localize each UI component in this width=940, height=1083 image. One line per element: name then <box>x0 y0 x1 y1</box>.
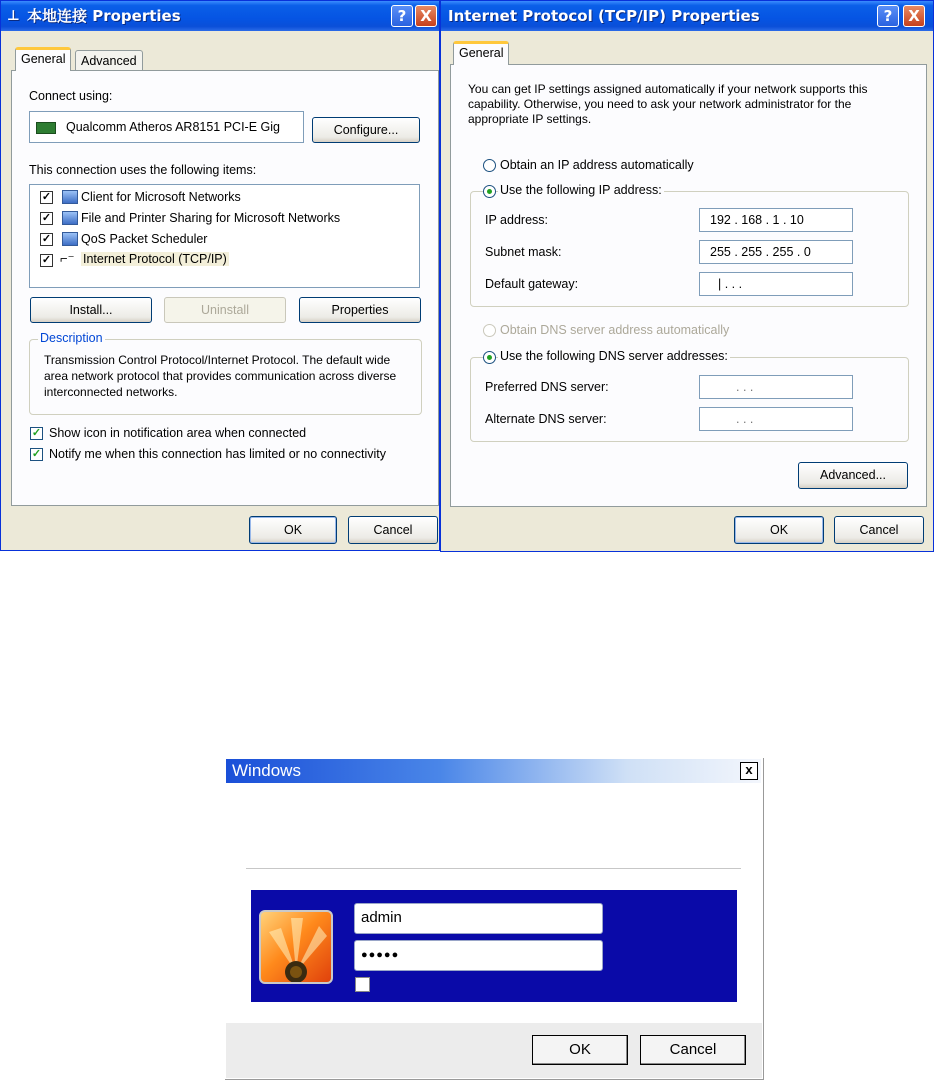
subnet-mask-field[interactable]: 255 . 255 . 255 . 0 <box>699 240 853 264</box>
configure-button[interactable]: Configure... <box>312 117 420 143</box>
adapter-name: Qualcomm Atheros AR8151 PCI-E Gig <box>66 120 280 134</box>
qos-icon <box>62 232 78 246</box>
client-icon <box>62 190 78 204</box>
close-button[interactable]: X <box>903 5 925 27</box>
install-button[interactable]: Install... <box>30 297 152 323</box>
use-following-ip-radio[interactable] <box>483 185 496 198</box>
obtain-dns-auto-radio <box>483 324 496 337</box>
preferred-dns-field[interactable]: . . . <box>699 375 853 399</box>
tab-general[interactable]: General <box>453 41 509 65</box>
login-cancel-button[interactable]: Cancel <box>640 1035 746 1065</box>
lan-title-bar[interactable] <box>1 1 439 31</box>
default-gateway-field[interactable]: | . . . <box>699 272 853 296</box>
alternate-dns-field[interactable]: . . . <box>699 407 853 431</box>
tab-advanced[interactable]: Advanced <box>75 50 143 72</box>
network-icon: ⊥ <box>7 8 20 24</box>
obtain-ip-auto-label: Obtain an IP address automatically <box>500 158 694 172</box>
ok-button[interactable]: OK <box>734 516 824 544</box>
help-button[interactable]: ? <box>391 5 413 27</box>
tcpip-window-title: Internet Protocol (TCP/IP) Properties <box>448 7 760 25</box>
protocol-icon: ⌐⁻ <box>60 251 75 266</box>
item-checkbox[interactable]: ✓ <box>41 212 52 224</box>
uninstall-button: Uninstall <box>164 297 286 323</box>
adapter-field <box>29 111 304 143</box>
remember-checkbox[interactable] <box>355 977 370 992</box>
login-ok-button[interactable]: OK <box>532 1035 628 1065</box>
network-card-icon <box>36 122 56 134</box>
cancel-button[interactable]: Cancel <box>348 516 438 544</box>
default-gateway-label: Default gateway: <box>485 277 579 291</box>
preferred-dns-label: Preferred DNS server: <box>485 380 609 394</box>
item-label: Client for Microsoft Networks <box>81 190 241 204</box>
item-checkbox[interactable]: ✓ <box>41 233 52 245</box>
description-label: Description <box>40 331 103 345</box>
obtain-ip-auto-radio[interactable] <box>483 159 496 172</box>
item-label: QoS Packet Scheduler <box>81 232 208 246</box>
properties-button[interactable]: Properties <box>299 297 421 323</box>
description-text: Transmission Control Protocol/Internet Protocol. The default wide area network protocol that provides communication across diverse interconnected networks. <box>44 353 397 399</box>
user-avatar-icon <box>259 910 333 984</box>
tab-general[interactable]: General <box>15 47 71 71</box>
show-icon-checkbox[interactable]: ✓ <box>31 427 42 439</box>
login-close-button[interactable]: x <box>740 762 758 780</box>
use-following-dns-radio[interactable] <box>483 351 496 364</box>
obtain-dns-auto-label: Obtain DNS server address automatically <box>500 323 730 337</box>
tcpip-general-panel <box>450 64 927 507</box>
login-title-bar[interactable] <box>226 759 761 783</box>
lan-window-title: 本地连接 Properties <box>27 7 181 25</box>
connect-using-label: Connect using: <box>29 89 113 103</box>
use-following-dns-label: Use the following DNS server addresses: <box>500 349 728 363</box>
ip-address-label: IP address: <box>485 213 549 227</box>
separator-line <box>246 868 741 869</box>
subnet-mask-label: Subnet mask: <box>485 245 562 259</box>
notify-label: Notify me when this connection has limited or no connectivity <box>49 447 386 461</box>
item-label: Internet Protocol (TCP/IP) <box>83 252 227 266</box>
login-title: Windows <box>232 761 301 780</box>
item-checkbox[interactable]: ✓ <box>41 254 52 266</box>
components-list[interactable] <box>29 184 420 288</box>
username-field[interactable]: admin <box>354 903 603 934</box>
password-field[interactable]: ●●●●● <box>354 940 603 971</box>
use-following-ip-label: Use the following IP address: <box>500 183 662 197</box>
ok-button[interactable]: OK <box>249 516 337 544</box>
tcpip-title-bar[interactable] <box>441 1 933 31</box>
notify-checkbox[interactable]: ✓ <box>31 448 42 460</box>
advanced-button[interactable]: Advanced... <box>798 462 908 489</box>
close-button[interactable]: X <box>415 5 437 27</box>
items-label: This connection uses the following items: <box>29 163 257 177</box>
lan-general-panel <box>11 70 439 506</box>
ip-address-field[interactable]: 192 . 168 . 1 . 10 <box>699 208 853 232</box>
intro-text: You can get IP settings assigned automatically if your network supports this capability. Otherwise, you need to ask your network administrator for the appropriate IP settings. <box>468 82 868 126</box>
lan-properties-window <box>0 0 440 551</box>
cancel-button[interactable]: Cancel <box>834 516 924 544</box>
alternate-dns-label: Alternate DNS server: <box>485 412 607 426</box>
tcpip-properties-window <box>440 0 934 552</box>
item-checkbox[interactable]: ✓ <box>41 191 52 203</box>
file-sharing-icon <box>62 211 78 225</box>
help-button[interactable]: ? <box>877 5 899 27</box>
show-icon-label: Show icon in notification area when connected <box>49 426 307 440</box>
item-label: File and Printer Sharing for Microsoft Networks <box>81 211 341 225</box>
